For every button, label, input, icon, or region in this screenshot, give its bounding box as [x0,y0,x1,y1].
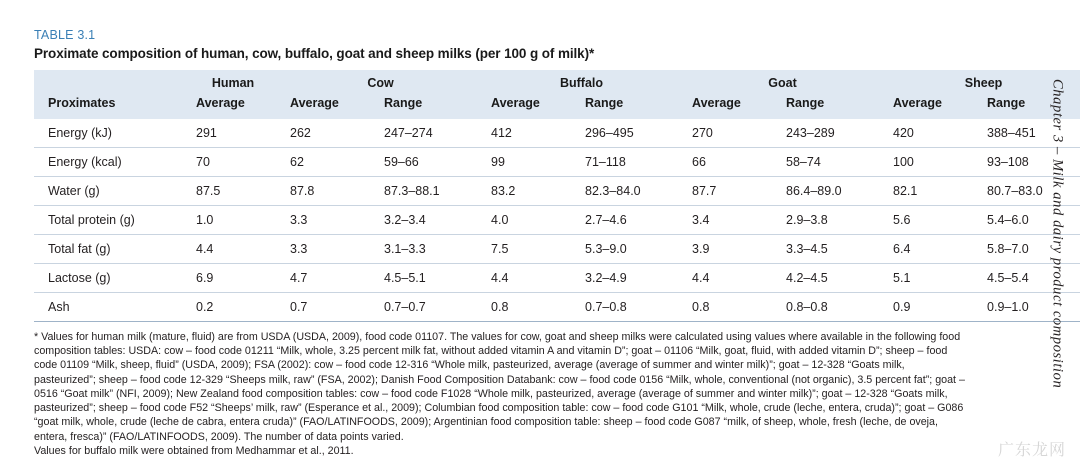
cell-sheep-average: 82.1 [883,177,977,206]
cell-human-average: 0.2 [186,293,280,322]
cell-cow-average: 3.3 [280,235,374,264]
cell-goat-range: 86.4–89.0 [776,177,883,206]
cell-human-average: 70 [186,148,280,177]
table-header-sub-row [34,93,1080,119]
cell-human-average: 87.5 [186,177,280,206]
table-header-group-row [34,70,1080,93]
footnote-secondary: Values for buffalo milk were obtained from Medhammar et al., 2011. [34,444,354,457]
cell-cow-range: 59–66 [374,148,481,177]
column-header-human-average: Average [186,93,280,119]
cell-sheep-range: 4.5–5.4 [977,264,1080,293]
column-group-sheep: Sheep [883,70,1080,93]
column-header-cow-range: Range [374,93,481,119]
cell-sheep-range: 93–108 [977,148,1080,177]
cell-proximate: Water (g) [34,177,186,206]
cell-goat-average: 66 [682,148,776,177]
column-header-goat-range: Range [776,93,883,119]
table-header [34,70,1080,119]
cell-goat-average: 0.8 [682,293,776,322]
cell-buffalo-range: 296–495 [575,119,682,148]
table-row [34,235,1080,264]
watermark: 广东龙网 [997,442,1066,459]
cell-buffalo-range: 5.3–9.0 [575,235,682,264]
table-row [34,206,1080,235]
running-head-sidebar [1044,0,1070,468]
cell-proximate: Lactose (g) [34,264,186,293]
cell-cow-average: 4.7 [280,264,374,293]
cell-proximate: Total fat (g) [34,235,186,264]
cell-proximate: Energy (kJ) [34,119,186,148]
cell-goat-average: 87.7 [682,177,776,206]
cell-sheep-range: 5.4–6.0 [977,206,1080,235]
column-group-goat: Goat [682,70,883,93]
cell-cow-range: 3.2–3.4 [374,206,481,235]
cell-proximate: Total protein (g) [34,206,186,235]
cell-cow-range: 3.1–3.3 [374,235,481,264]
cell-cow-average: 62 [280,148,374,177]
cell-sheep-range: 388–451 [977,119,1080,148]
cell-cow-range: 0.7–0.7 [374,293,481,322]
cell-sheep-range: 5.8–7.0 [977,235,1080,264]
column-header-cow-average: Average [280,93,374,119]
cell-goat-range: 4.2–4.5 [776,264,883,293]
cell-goat-range: 243–289 [776,119,883,148]
cell-cow-average: 0.7 [280,293,374,322]
cell-goat-range: 58–74 [776,148,883,177]
table-body [34,119,1080,322]
cell-goat-average: 270 [682,119,776,148]
cell-proximate: Ash [34,293,186,322]
column-header-goat-average: Average [682,93,776,119]
cell-goat-range: 2.9–3.8 [776,206,883,235]
cell-sheep-average: 0.9 [883,293,977,322]
cell-cow-average: 3.3 [280,206,374,235]
cell-buffalo-average: 99 [481,148,575,177]
cell-buffalo-average: 83.2 [481,177,575,206]
column-header-buffalo-average: Average [481,93,575,119]
cell-buffalo-average: 7.5 [481,235,575,264]
cell-sheep-average: 5.6 [883,206,977,235]
cell-goat-average: 3.9 [682,235,776,264]
cell-cow-range: 247–274 [374,119,481,148]
cell-buffalo-average: 4.0 [481,206,575,235]
cell-human-average: 1.0 [186,206,280,235]
cell-sheep-average: 5.1 [883,264,977,293]
table-row [34,293,1080,322]
cell-sheep-range: 0.9–1.0 [977,293,1080,322]
cell-sheep-average: 420 [883,119,977,148]
cell-cow-average: 262 [280,119,374,148]
cell-goat-range: 0.8–0.8 [776,293,883,322]
cell-buffalo-average: 0.8 [481,293,575,322]
table-footnote [34,330,969,458]
cell-human-average: 4.4 [186,235,280,264]
cell-proximate: Energy (kcal) [34,148,186,177]
cell-cow-range: 87.3–88.1 [374,177,481,206]
cell-buffalo-range: 3.2–4.9 [575,264,682,293]
cell-sheep-average: 100 [883,148,977,177]
cell-sheep-average: 6.4 [883,235,977,264]
cell-goat-average: 3.4 [682,206,776,235]
column-group-cow: Cow [280,70,481,93]
running-head-text: Chapter 3 – Milk and dairy product composition [1049,79,1066,389]
column-group-human: Human [186,70,280,93]
cell-goat-range: 3.3–4.5 [776,235,883,264]
cell-buffalo-range: 2.7–4.6 [575,206,682,235]
column-header-sheep-average: Average [883,93,977,119]
column-header-proximates: Proximates [34,70,186,119]
table-row [34,264,1080,293]
proximate-composition-table [34,70,1080,322]
cell-sheep-range: 80.7–83.0 [977,177,1080,206]
cell-human-average: 6.9 [186,264,280,293]
column-group-buffalo: Buffalo [481,70,682,93]
footnote-main: * Values for human milk (mature, fluid) are from USDA (USDA, 2009), food code 01107. The values for cow, goat and sheep milks were calculated using values where available in the following food composition tables: USDA: cow – food code 01211 “Milk, whole, 3.25 percent milk fat, without added vitamin A and vitamin D”; goat – 01106 “Milk, goat, fluid, with added vitamin D”; sheep – food code 01109 “Milk, sheep, fluid” (USDA, 2009); FSA (2002): cow – food code 12-316 “Whole milk, pasteurized, average (average of summer and winter milk)”; goat – 12-328 “Goats milk, pasteurized”; sheep – food code 12-329 “Sheeps milk, raw” (FSA, 2002); Danish Food Composition Databank: cow – food code 0156 “Milk, whole, conventional (not organic), 3.5 percent fat”; goat – 0516 “Goat milk” (NFI, 2009); New Zealand food composition tables: cow – food code F1028 “Whole milk, pasteurized, average (average of summer and winter milk)”; goat – 12-328 “Goats milk, pasteurized”; sheep – food code F52 “Sheeps’ milk, raw” (Esperance et al., 2009); Columbian food composition table: cow – food code G101 “Milk, whole, crude (leche, entera, cruda)”; goat – G086 “goat milk, whole, crude (leche de cabra, entera cruda)” (FAO/LATINFOODS, 2009); Argentinian food composition table: sheep – food code G087 “milk, of sheep, whole, fresh (leche, de oveja, entera, fresca)” (FAO/LATINFOODS, 2009). The number of data points varied. [34,331,965,443]
cell-buffalo-range: 0.7–0.8 [575,293,682,322]
cell-cow-average: 87.8 [280,177,374,206]
table-title: Proximate composition of human, cow, buffalo, goat and sheep milks (per 100 g of milk)* [34,46,595,61]
table-number-label: TABLE 3.1 [34,28,96,42]
table-row [34,177,1080,206]
table-row [34,119,1080,148]
column-header-sheep-range: Range [977,93,1080,119]
cell-buffalo-range: 82.3–84.0 [575,177,682,206]
cell-goat-average: 4.4 [682,264,776,293]
table-row [34,148,1080,177]
cell-buffalo-average: 412 [481,119,575,148]
cell-cow-range: 4.5–5.1 [374,264,481,293]
cell-human-average: 291 [186,119,280,148]
cell-buffalo-range: 71–118 [575,148,682,177]
cell-buffalo-average: 4.4 [481,264,575,293]
column-header-buffalo-range: Range [575,93,682,119]
